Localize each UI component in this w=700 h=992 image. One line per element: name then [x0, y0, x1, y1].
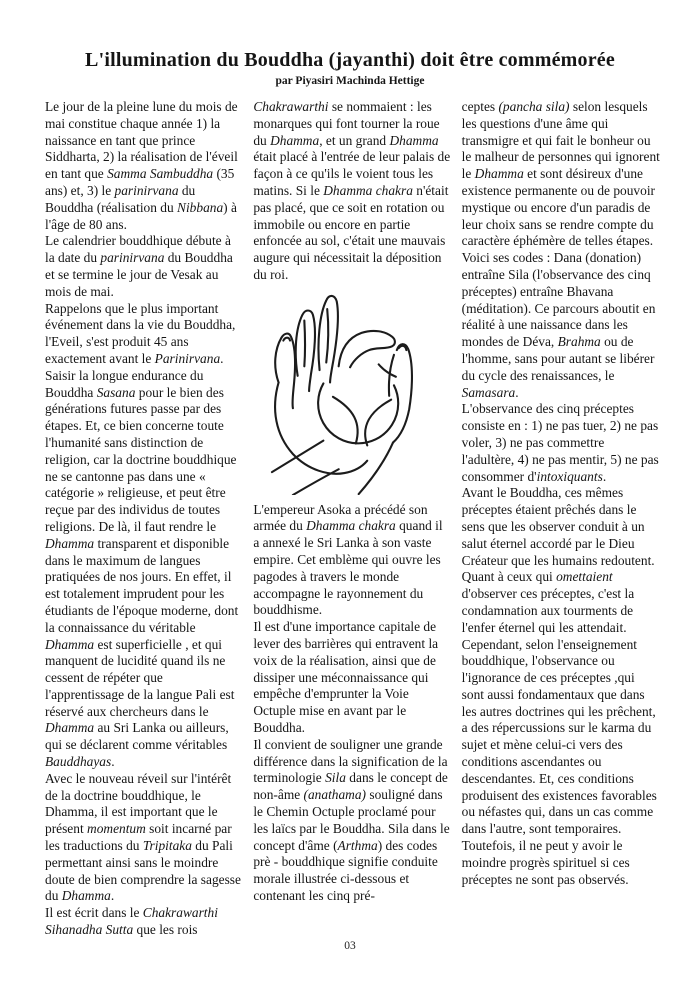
- paragraph: [45, 99, 243, 233]
- text-run: ceptes: [461, 99, 499, 114]
- text-run: ou de l'homme, sans pour autant se libérer du cycle des renaissances, le: [461, 334, 655, 383]
- italic-text-run: Bauddhayas: [45, 754, 112, 770]
- italic-text-run: Brahma: [557, 334, 601, 350]
- text-run: pour le bien des générations futures passe par des étapes. Et, ce bien concerne toute l'humanité sans distinction de religion, car la doctrine bouddhique ne se cantonne pas dans une « catégorie » religieuse, et peut être reçue par des individus de toutes religions. De là, il faut rendre le: [45, 384, 237, 534]
- text-run: Le calendrier bouddhique débute à la date du: [45, 233, 231, 266]
- text-run: (35 ans) et, 3) le: [45, 166, 235, 198]
- text-run: Voici ses codes : Dana (donation) entraîne Sila (l'observance des cinq préceptes) entraîne Bhavana (méditation). Ce parcours aboutit en réalité à une naissance dans les mondes de Déva,: [461, 250, 656, 350]
- text-run: Toutefois, il ne peut y avoir le moindre progrès spirituel si ces préceptes ne sont pas observés.: [461, 838, 630, 887]
- page-footer: [0, 940, 700, 952]
- italic-text-run: Samasara: [461, 384, 516, 400]
- paragraph: [462, 485, 660, 838]
- text-run: transparent et disponible dans le maximum de langues pratiquées de nos jours. En effet, il est totalement imprudent pour les étudiants de l'époque moderne, dont la connaissance du véritable: [45, 535, 239, 635]
- italic-text-run: parinirvana: [114, 182, 179, 198]
- text-run: Avec le nouveau réveil sur l'intérêt de la doctrine bouddhique, le Dhamma, il est important que le présent: [45, 770, 232, 837]
- text-run: ) à l'âge de 80 ans.: [45, 199, 237, 232]
- italic-text-run: Dhamma: [45, 720, 95, 736]
- text-run: et sont désireux d'une existence permanente ou de pouvoir mystique ou encore d'un paradis de leur choix sans se rendre compte du caractère éphémère de telles étapes.: [461, 166, 656, 249]
- paragraph: [253, 737, 451, 905]
- text-run: Il est écrit dans le: [45, 905, 143, 921]
- text-run: quand il a annexé le Sri Lanka à son vaste empire. Cet emblème qui ouvre les pagodes à travers le monde accompagne le rayonnement du bouddhisme.: [253, 518, 443, 618]
- paragraph: [253, 619, 451, 737]
- text-run: selon lesquels les questions d'une âme qui transmigre et qui fait le bonheur ou le malheur de personnes qui ignorent le: [461, 99, 660, 182]
- column-2: [253, 99, 451, 939]
- text-run: . Saisir la longue endurance du Bouddha: [45, 350, 224, 400]
- italic-text-run: Sasana: [96, 384, 136, 400]
- column-2-text-bottom: [253, 502, 451, 905]
- italic-text-run: (pancha sila): [498, 99, 570, 114]
- text-run: Il convient de souligner une grande différence dans la signification de la terminologie: [253, 736, 448, 786]
- italic-text-run: Dhamma chakra: [306, 518, 396, 534]
- paragraph: [253, 502, 451, 620]
- italic-text-run: Arthma: [337, 837, 378, 853]
- paragraph: [462, 250, 660, 401]
- text-run: est superficielle , et qui manquent de lucidité quand ils ne cessent de répéter que l'apprentissage de la langue Pali est réservé aux chercheurs dans le: [45, 636, 235, 719]
- paragraph: [45, 233, 243, 300]
- italic-text-run: Dhamma: [45, 636, 95, 652]
- text-run: était placé à l'entrée de leur palais de façon à ce qu'ils le voient tous les matins. Si le: [253, 149, 451, 198]
- italic-text-run: Nibbana: [177, 199, 224, 215]
- column-1: [45, 99, 243, 939]
- text-run: L'empereur Asoka a précédé son armée du: [253, 501, 428, 534]
- paragraph: [462, 838, 660, 888]
- column-3: [462, 99, 660, 939]
- italic-text-run: momentum: [87, 821, 146, 837]
- italic-text-run: (anathama): [303, 787, 367, 803]
- text-run: du Bouddha (réalisation du: [45, 182, 196, 215]
- text-run: n'était pas placé, que ce soit en rotation ou immobile ou encore en partie enfoncée au sol, c'était une mauvais augure qui nécessitait la déposition du roi.: [253, 182, 449, 282]
- text-run: que les rois: [133, 922, 198, 938]
- italic-text-run: Samma Sambuddha: [107, 166, 214, 182]
- text-run: Rappelons que le plus important événement dans la vie du Bouddha, l'Eveil, s'est produit 45 ans exactement avant le: [45, 300, 236, 366]
- italic-text-run: Dhamma: [45, 535, 95, 551]
- column-2-text-top: [253, 99, 451, 284]
- text-run: .: [602, 468, 607, 484]
- text-run: souligné dans le Chemin Octuple proclamé pour les laïcs par le Bouddha. Sila dans le concept d'âme (: [253, 787, 450, 853]
- text-run: ) des codes prè - bouddhique signifie conduite morale illustrée ci-dessous et contenant les cinq pré-: [253, 837, 438, 903]
- italic-text-run: Dhamma chakra: [323, 182, 413, 198]
- article-byline: par Piyasiri Machinda Hettige: [275, 75, 425, 87]
- text-run: soit incarné par les traductions du: [45, 821, 232, 854]
- text-run: se nommaient : les monarques qui font tourner la roue du: [253, 99, 440, 148]
- article-columns: [0, 87, 700, 939]
- italic-text-run: Tripitaka: [142, 838, 192, 854]
- paragraph: [45, 771, 243, 905]
- text-run: .: [515, 384, 519, 400]
- italic-text-run: Dhamma: [270, 132, 320, 148]
- text-run: Avant le Bouddha, ces mêmes préceptes étaient prêchés dans le sens que les observer conduit à un salut éternel accordé par le Dieu Créateur que les humains redoutent. Quant à ceux qui: [461, 485, 655, 585]
- text-run: du Pali permettant ainsi sans le moindre doute de bien comprendre la sagesse du: [45, 838, 241, 904]
- italic-text-run: Dhamma: [389, 132, 439, 148]
- paragraph: [45, 905, 243, 939]
- italic-text-run: Dhamma: [61, 888, 111, 904]
- text-run: .: [111, 754, 115, 770]
- paragraph: [253, 99, 451, 284]
- text-run: .: [110, 888, 115, 904]
- italic-text-run: intoxiquants: [536, 468, 603, 484]
- article-title: L'illumination du Bouddha (jayanthi) doit être commémorée: [85, 49, 615, 71]
- text-run: Il est d'une importance capitale de lever des barrières qui entravent la voix de la réalisation, ainsi que de dissiper une méconnaissance qui empêche d'emprunter la Voie Octuple mise en avant par le Bouddha.: [253, 619, 439, 735]
- italic-text-run: omettaient: [556, 569, 613, 585]
- text-run: dans le concept de non-âme: [253, 770, 448, 803]
- text-run: , et un grand: [319, 132, 390, 148]
- text-run: du Bouddha et se termine le jour de Vesak au mois de mai.: [45, 250, 233, 299]
- italic-text-run: Chakrawarthi: [253, 99, 329, 114]
- text-run: L'observance des cinq préceptes consiste en : 1) ne pas tuer, 2) ne pas voler, 3) ne pas commettre l'adultère, 4) ne pas mentir, 5) ne pas consommer d': [461, 401, 659, 484]
- text-run: au Sri Lanka ou ailleurs, qui se déclarent comme véritables: [45, 720, 229, 753]
- text-run: Le jour de la pleine lune du mois de mai constitue chaque année 1) la naissance en tant que prince Siddharta, 2) la réalisation de l'éveil en tant que: [45, 99, 238, 182]
- italic-text-run: Parinirvana: [154, 350, 221, 366]
- hand-mudra-figure: [253, 290, 451, 500]
- paragraph: [45, 301, 243, 771]
- paragraph: [462, 401, 660, 485]
- page-number: 03: [344, 940, 356, 952]
- italic-text-run: Chakrawarthi Sihanadha Sutta: [45, 905, 218, 938]
- hand-mudra-drawing-icon: [266, 290, 438, 495]
- text-run: d'observer ces préceptes, c'est la condamnation aux tourments de l'enfer éternel qui les attendait. Cependant, selon l'enseignement bouddhique, l'observance ou l'ignorance de ces préceptes ,qui sont aussi fondamentaux que dans les autres doctrines qui les prêchent, a des répercussions sur le karma du sujet et mène celui-ci vers des conditions ascendantes ou descendantes. Et, ces conditions produisent des existences favorables ou néfastes qui, dans un cas comme dans l'autre, sont temporaires.: [461, 586, 657, 837]
- article-header: [0, 0, 700, 87]
- paragraph: [462, 99, 660, 250]
- italic-text-run: Dhamma: [474, 166, 524, 182]
- italic-text-run: Sila: [325, 770, 346, 786]
- italic-text-run: parinirvana: [100, 250, 165, 266]
